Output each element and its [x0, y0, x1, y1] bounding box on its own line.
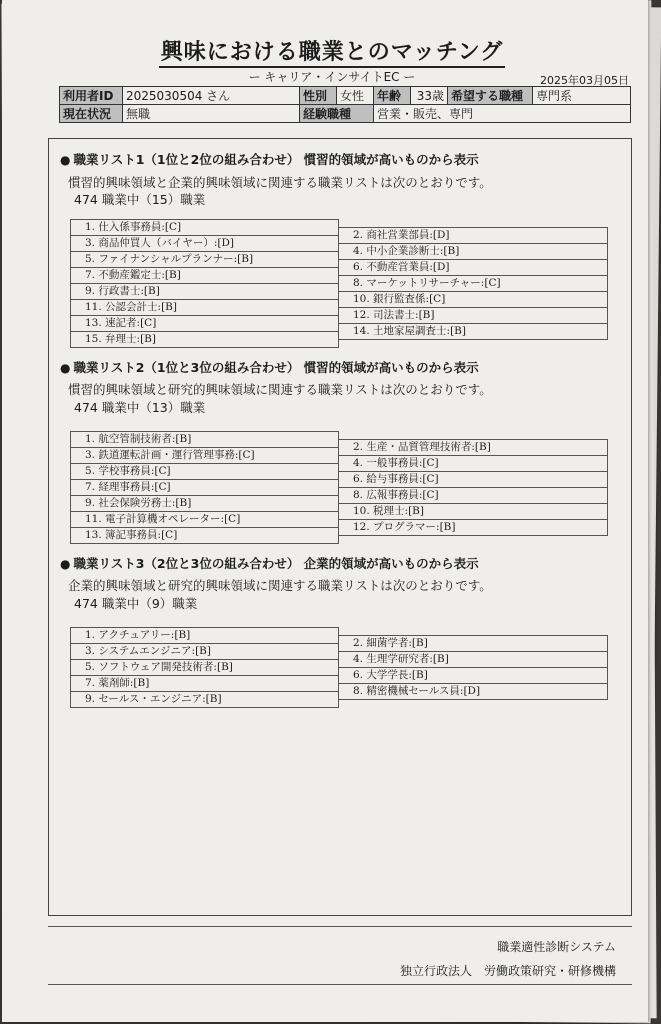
job-list-1-left: [70, 220, 339, 348]
job-cell: 3. システムエンジニア:[B]: [70, 643, 339, 660]
job-cell: 2. 生産・品質管理技術者:[B]: [338, 439, 608, 456]
section-2-count: 474 職業中（13）職業: [74, 400, 206, 415]
job-cell: 9. 社会保険労務士:[B]: [70, 495, 339, 512]
page-subtitle: ー キャリア・インサイトEC ー: [248, 70, 416, 84]
job-cell: 12. 司法書士:[B]: [338, 307, 608, 324]
page-title: 興味における職業とのマッチング: [2, 35, 648, 66]
experience-value: 営業・販売、専門: [374, 105, 631, 123]
job-cell: 10. 税理士:[B]: [338, 503, 608, 520]
job-cell: 11. 公認会計士:[B]: [70, 299, 339, 316]
gender-value: 女性: [337, 87, 374, 105]
bullet-icon: ●: [60, 557, 71, 571]
job-list-3-right: [339, 636, 608, 700]
job-cell: 6. 不動産営業員:[D]: [338, 259, 608, 276]
job-cell: 5. ソフトウェア開発技術者:[B]: [70, 659, 339, 676]
age-value: 33歳: [411, 87, 448, 105]
job-cell: 15. 弁理士:[B]: [70, 331, 339, 348]
footer-system-name: 職業適性診断システム: [497, 940, 616, 954]
job-cell: 13. 簿記事務員:[C]: [70, 527, 339, 544]
job-list-1-right: [339, 228, 608, 340]
desired-job-value: 専門系: [533, 87, 631, 105]
job-cell: 4. 中小企業診断士:[B]: [338, 243, 608, 260]
status-value: 無職: [123, 105, 300, 123]
job-cell: 4. 生理学研究者:[B]: [338, 651, 608, 668]
job-cell: 5. ファイナンシャルプランナー:[B]: [70, 251, 339, 268]
job-cell: 6. 大学学長:[B]: [338, 667, 608, 684]
job-cell: 14. 土地家屋調査士:[B]: [338, 323, 608, 340]
job-cell: 2. 商社営業部員:[D]: [338, 227, 608, 244]
age-label: 年齢: [374, 87, 411, 105]
job-cell: 12. プログラマー:[B]: [338, 519, 608, 536]
job-cell: 8. マーケットリサーチャー:[C]: [338, 275, 608, 292]
job-cell: 1. アクチュアリー:[B]: [70, 627, 339, 644]
job-cell: 11. 電子計算機オペレーター:[C]: [70, 511, 339, 528]
footer-divider: [48, 926, 632, 927]
job-cell: 4. 一般事務員:[C]: [338, 455, 608, 472]
section-1-count: 474 職業中（15）職業: [74, 192, 206, 207]
report-date: 2025年03月05日: [540, 74, 629, 87]
gender-label: 性別: [300, 87, 337, 105]
job-cell: 9. 行政書士:[B]: [70, 283, 339, 300]
job-cell: 7. 薬剤師:[B]: [70, 675, 339, 692]
job-list-2-left: [70, 432, 339, 544]
job-cell: 9. セールス・エンジニア:[B]: [70, 691, 339, 708]
section-2-description: 慣習的興味領域と研究的興味領域に関連する職業リストは次のとおりです。: [68, 382, 492, 397]
section-1-title: ● 職業リスト1（1位と2位の組み合わせ） 慣習的領域が高いものから表示: [60, 152, 479, 167]
footer-bottom-divider: [48, 984, 632, 985]
job-cell: 1. 航空管制技術者:[B]: [70, 431, 339, 448]
job-cell: 7. 経理事務員:[C]: [70, 479, 339, 496]
job-cell: 5. 学校事務員:[C]: [70, 463, 339, 480]
section-2-title: ● 職業リスト2（1位と3位の組み合わせ） 慣習的領域が高いものから表示: [60, 360, 479, 375]
desired-job-label: 希望する職種: [448, 87, 533, 105]
job-cell: 8. 広報事務員:[C]: [338, 487, 608, 504]
job-cell: 7. 不動産鑑定士:[B]: [70, 267, 339, 284]
bullet-icon: ●: [60, 153, 71, 167]
job-cell: 8. 精密機械セールス員:[D]: [338, 683, 608, 700]
job-cell: 3. 商品仲買人（バイヤー）:[D]: [70, 235, 339, 252]
job-cell: 13. 速記者:[C]: [70, 315, 339, 332]
job-list-3-left: [70, 628, 339, 708]
user-id-label: 利用者ID: [60, 87, 123, 105]
document-page: [2, 0, 648, 1022]
user-info-table: [59, 86, 631, 123]
footer-organization: 独立行政法人 労働政策研究・研修機構: [399, 964, 616, 978]
job-list-2-right: [339, 440, 608, 536]
job-cell: 3. 鉄道運転計画・運行管理事務:[C]: [70, 447, 339, 464]
status-label: 現在状況: [60, 105, 123, 123]
job-cell: 10. 銀行監査係:[C]: [338, 291, 608, 308]
section-3-description: 企業的興味領域と研究的興味領域に関連する職業リストは次のとおりです。: [68, 578, 492, 593]
user-id-value: 2025030504 さん: [123, 87, 300, 105]
section-1-description: 慣習的興味領域と企業的興味領域に関連する職業リストは次のとおりです。: [68, 175, 492, 190]
section-3-count: 474 職業中（9）職業: [74, 596, 198, 611]
experience-label: 経験職種: [300, 105, 374, 123]
job-cell: 2. 細菌学者:[B]: [338, 635, 608, 652]
job-cell: 1. 仕入係事務員:[C]: [70, 219, 339, 236]
job-cell: 6. 給与事務員:[C]: [338, 471, 608, 488]
section-3-title: ● 職業リスト3（2位と3位の組み合わせ） 企業的領域が高いものから表示: [60, 556, 479, 571]
bullet-icon: ●: [60, 361, 71, 375]
